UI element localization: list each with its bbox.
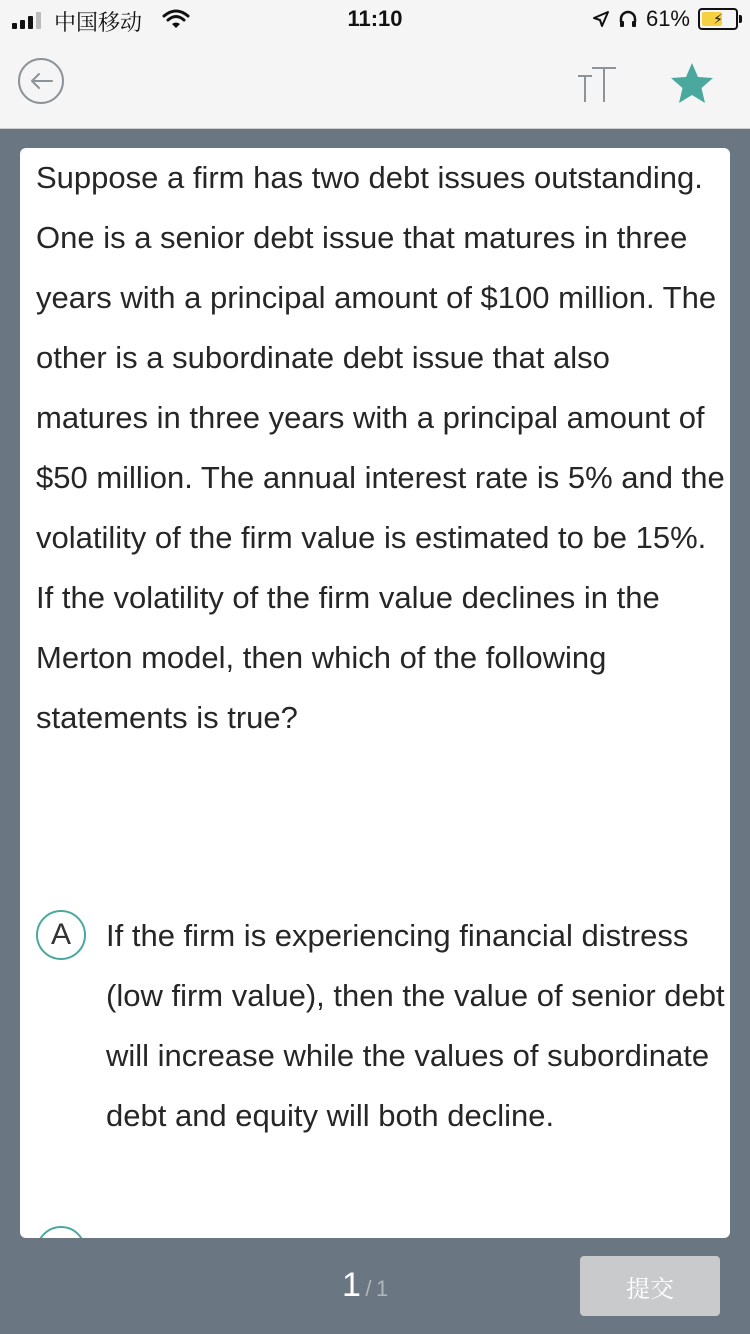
- status-right: [592, 6, 738, 32]
- page-indicator: [342, 1266, 388, 1306]
- back-arrow-icon: [28, 71, 54, 91]
- status-bar: [0, 0, 750, 40]
- option-b-circle[interactable]: [36, 1226, 86, 1238]
- star-icon[interactable]: [668, 60, 716, 108]
- back-button[interactable]: [18, 58, 64, 104]
- total-pages: 1: [375, 1276, 389, 1301]
- page-separator: /: [365, 1276, 372, 1301]
- text-size-icon[interactable]: [574, 62, 620, 108]
- question-text: Suppose a firm has two debt issues outstanding. One is a senior debt issue that matures in three years with a principal amount of $100 million. The other is a subordinate debt issue that also matures in three years with a principal amount of $50 million. The annual interest rate is 5% and the volatility of the firm value is estimated to be 15%. If the volatility of the firm value declines in the Merton model, then which of the following statements is true?: [36, 160, 725, 735]
- battery-icon: ⚡: [698, 8, 738, 30]
- option-a-text[interactable]: If the firm is experiencing financial distress (low firm value), then the value of senior debt will increase while the values of subordinate debt and equity will both decline.: [106, 918, 725, 1133]
- submit-button[interactable]: 提交: [580, 1256, 720, 1316]
- top-bar: [0, 0, 750, 129]
- location-arrow-icon: [592, 10, 610, 28]
- carrier-name: 中国移动: [54, 10, 143, 35]
- clock: 11:10: [347, 6, 403, 31]
- option-a-letter[interactable]: A: [36, 910, 86, 960]
- question-card: [20, 148, 730, 1238]
- headphones-icon: [618, 10, 638, 28]
- battery-percent: 61%: [645, 6, 690, 31]
- current-page: 1: [342, 1266, 361, 1304]
